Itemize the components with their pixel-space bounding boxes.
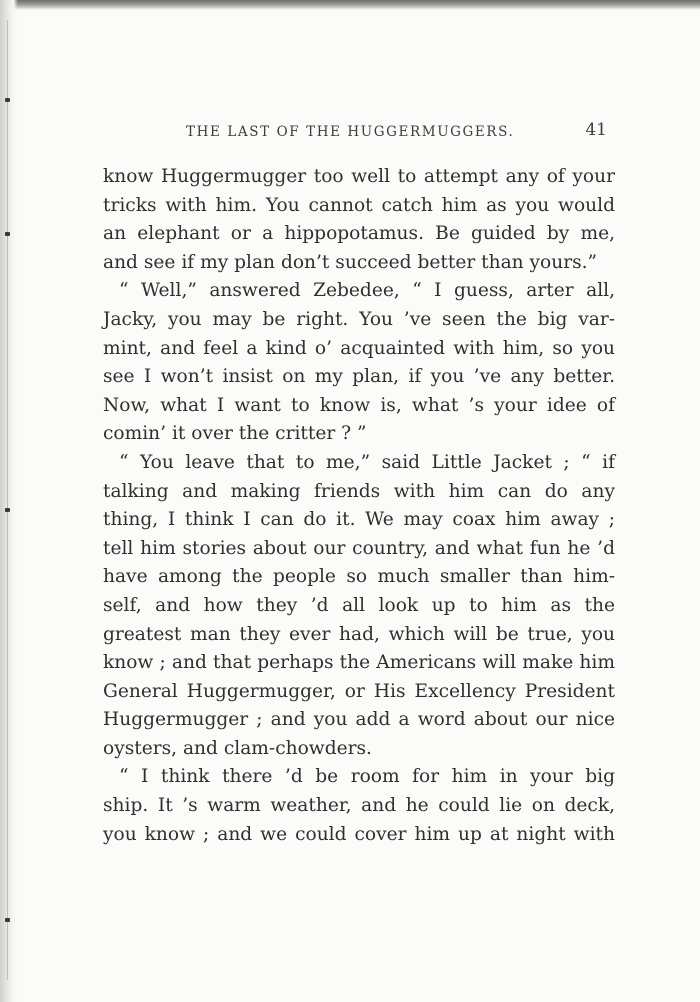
text-line: talking and making friends with him can do any	[103, 480, 615, 502]
text-line: know ; and that perhaps the Americans will make him	[103, 652, 615, 674]
binding-mark	[5, 918, 10, 922]
text-line: tricks with him. You cannot catch him as you would	[103, 194, 615, 216]
body-text	[103, 163, 615, 849]
text-line: an elephant or a hippopotamus. Be guided by me,	[103, 223, 615, 245]
text-line: ship. It ’s warm weather, and he could lie on deck,	[103, 795, 615, 817]
text-line: General Huggermugger, or His Excellency President	[103, 680, 615, 702]
binding-shadow	[0, 0, 18, 1002]
binding-mark	[5, 508, 10, 512]
text-line: Jacky, you may be right. You ’ve seen the big var-	[103, 308, 615, 330]
text-line: and see if my plan don’t succeed better than yours.”	[103, 251, 598, 273]
binding-mark	[5, 232, 10, 236]
text-line: know Huggermugger too well to attempt any of your	[103, 166, 615, 187]
text-line: have among the people so much smaller than him-	[103, 566, 615, 588]
page-top-edge	[0, 0, 700, 10]
text-line: “ Well,” answered Zebedee, “ I guess, arter all,	[119, 280, 615, 302]
running-head	[100, 120, 615, 144]
binding-crease	[7, 20, 8, 980]
text-line: Now, what I want to know is, what ’s your idee of	[103, 394, 615, 416]
text-line: thing, I think I can do it. We may coax him away ;	[103, 509, 615, 531]
text-line: see I won’t insist on my plan, if you ’ve any better.	[103, 366, 615, 388]
text-line: greatest man they ever had, which will be true, you	[103, 623, 615, 645]
running-head-title: THE LAST OF THE HUGGERMUGGERS.	[186, 124, 515, 140]
text-line: you know ; and we could cover him up at night with	[103, 823, 615, 845]
text-line: “ I think there ’d be room for him in your big	[119, 766, 615, 788]
text-line: oysters, and clam-chowders.	[103, 737, 372, 759]
binding-mark	[5, 98, 10, 102]
text-line: mint, and feel a kind o’ acquainted with him, so you	[103, 337, 615, 359]
text-line: tell him stories about our country, and what fun he ’d	[103, 537, 615, 559]
text-line: Huggermugger ; and you add a word about our nice	[103, 709, 615, 731]
text-line: self, and how they ’d all look up to him as the	[103, 594, 615, 616]
text-line: “ You leave that to me,” said Little Jacket ; “ if	[119, 451, 615, 473]
page-number: 41	[585, 120, 607, 140]
text-line: comin’ it over the critter ? ”	[103, 423, 367, 445]
